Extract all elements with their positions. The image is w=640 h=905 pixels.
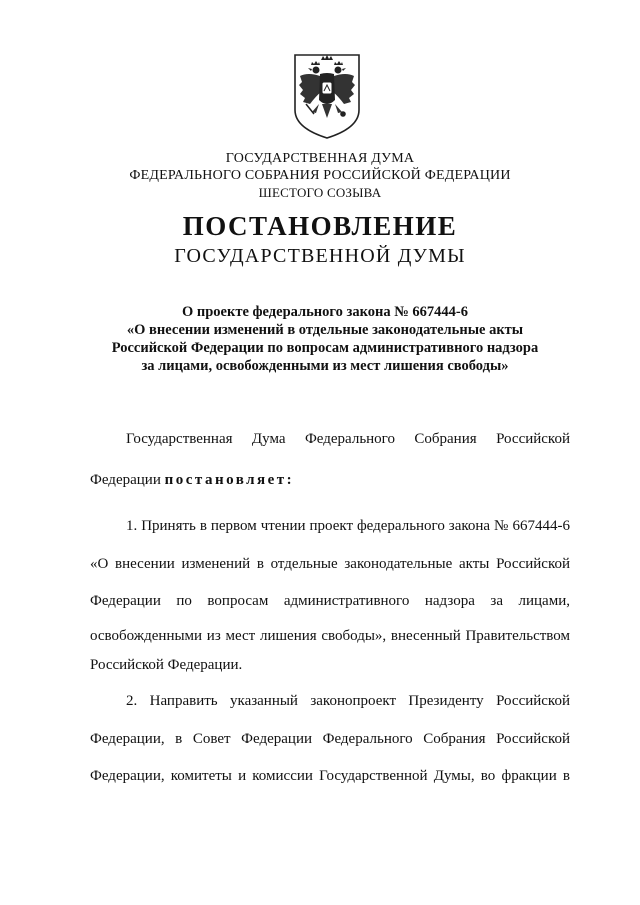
body-line: Федерации, комитеты и комиссии Государственной Думы, во фракции в — [90, 768, 570, 784]
resolves-emphasis: постановляет: — [164, 472, 295, 488]
body-line: «О внесении изменений в отдельные законодательные акты Российской — [90, 556, 570, 572]
subject-line: «О внесении изменений в отдельные законодательные акты — [126, 322, 524, 338]
body-line: Федерации по вопросам административного надзора за лицами, — [90, 593, 570, 609]
body-line: освобожденными из мест лишения свободы», внесенный Правительством — [90, 628, 570, 644]
subject-line: за лицами, освобожденными из мест лишения свободы» — [141, 358, 509, 374]
body-line: 1. Принять в первом чтении проект федерального закона № 667444-6 — [126, 518, 570, 534]
subject-line: Российской Федерации по вопросам административного надзора — [111, 340, 539, 356]
convocation-label: ШЕСТОГО СОЗЫВА — [258, 185, 382, 200]
body-line: Российской Федерации. — [90, 657, 243, 673]
body-line: Государственная Дума Федерального Собрания Российской — [126, 431, 570, 447]
body-text: Федерации — [90, 472, 161, 488]
subject-line: О проекте федерального закона № 667444-6 — [181, 304, 469, 320]
document-subtitle: ГОСУДАРСТВЕННОЙ ДУМЫ — [174, 245, 466, 267]
resolution-subject — [60, 303, 590, 375]
body-line: 2. Направить указанный законопроект Президенту Российской — [126, 693, 570, 709]
body-line: Федерации, в Совет Федерации Федерального Собрания Российской — [90, 731, 570, 747]
org-name-line1: ГОСУДАРСТВЕННАЯ ДУМА — [225, 151, 415, 166]
coat-of-arms-icon — [292, 52, 362, 140]
org-name-line2: ФЕДЕРАЛЬНОГО СОБРАНИЯ РОССИЙСКОЙ ФЕДЕРАЦИИ — [129, 168, 511, 183]
body-line-resolves — [90, 470, 294, 490]
document-title: ПОСТАНОВЛЕНИЕ — [182, 211, 458, 241]
